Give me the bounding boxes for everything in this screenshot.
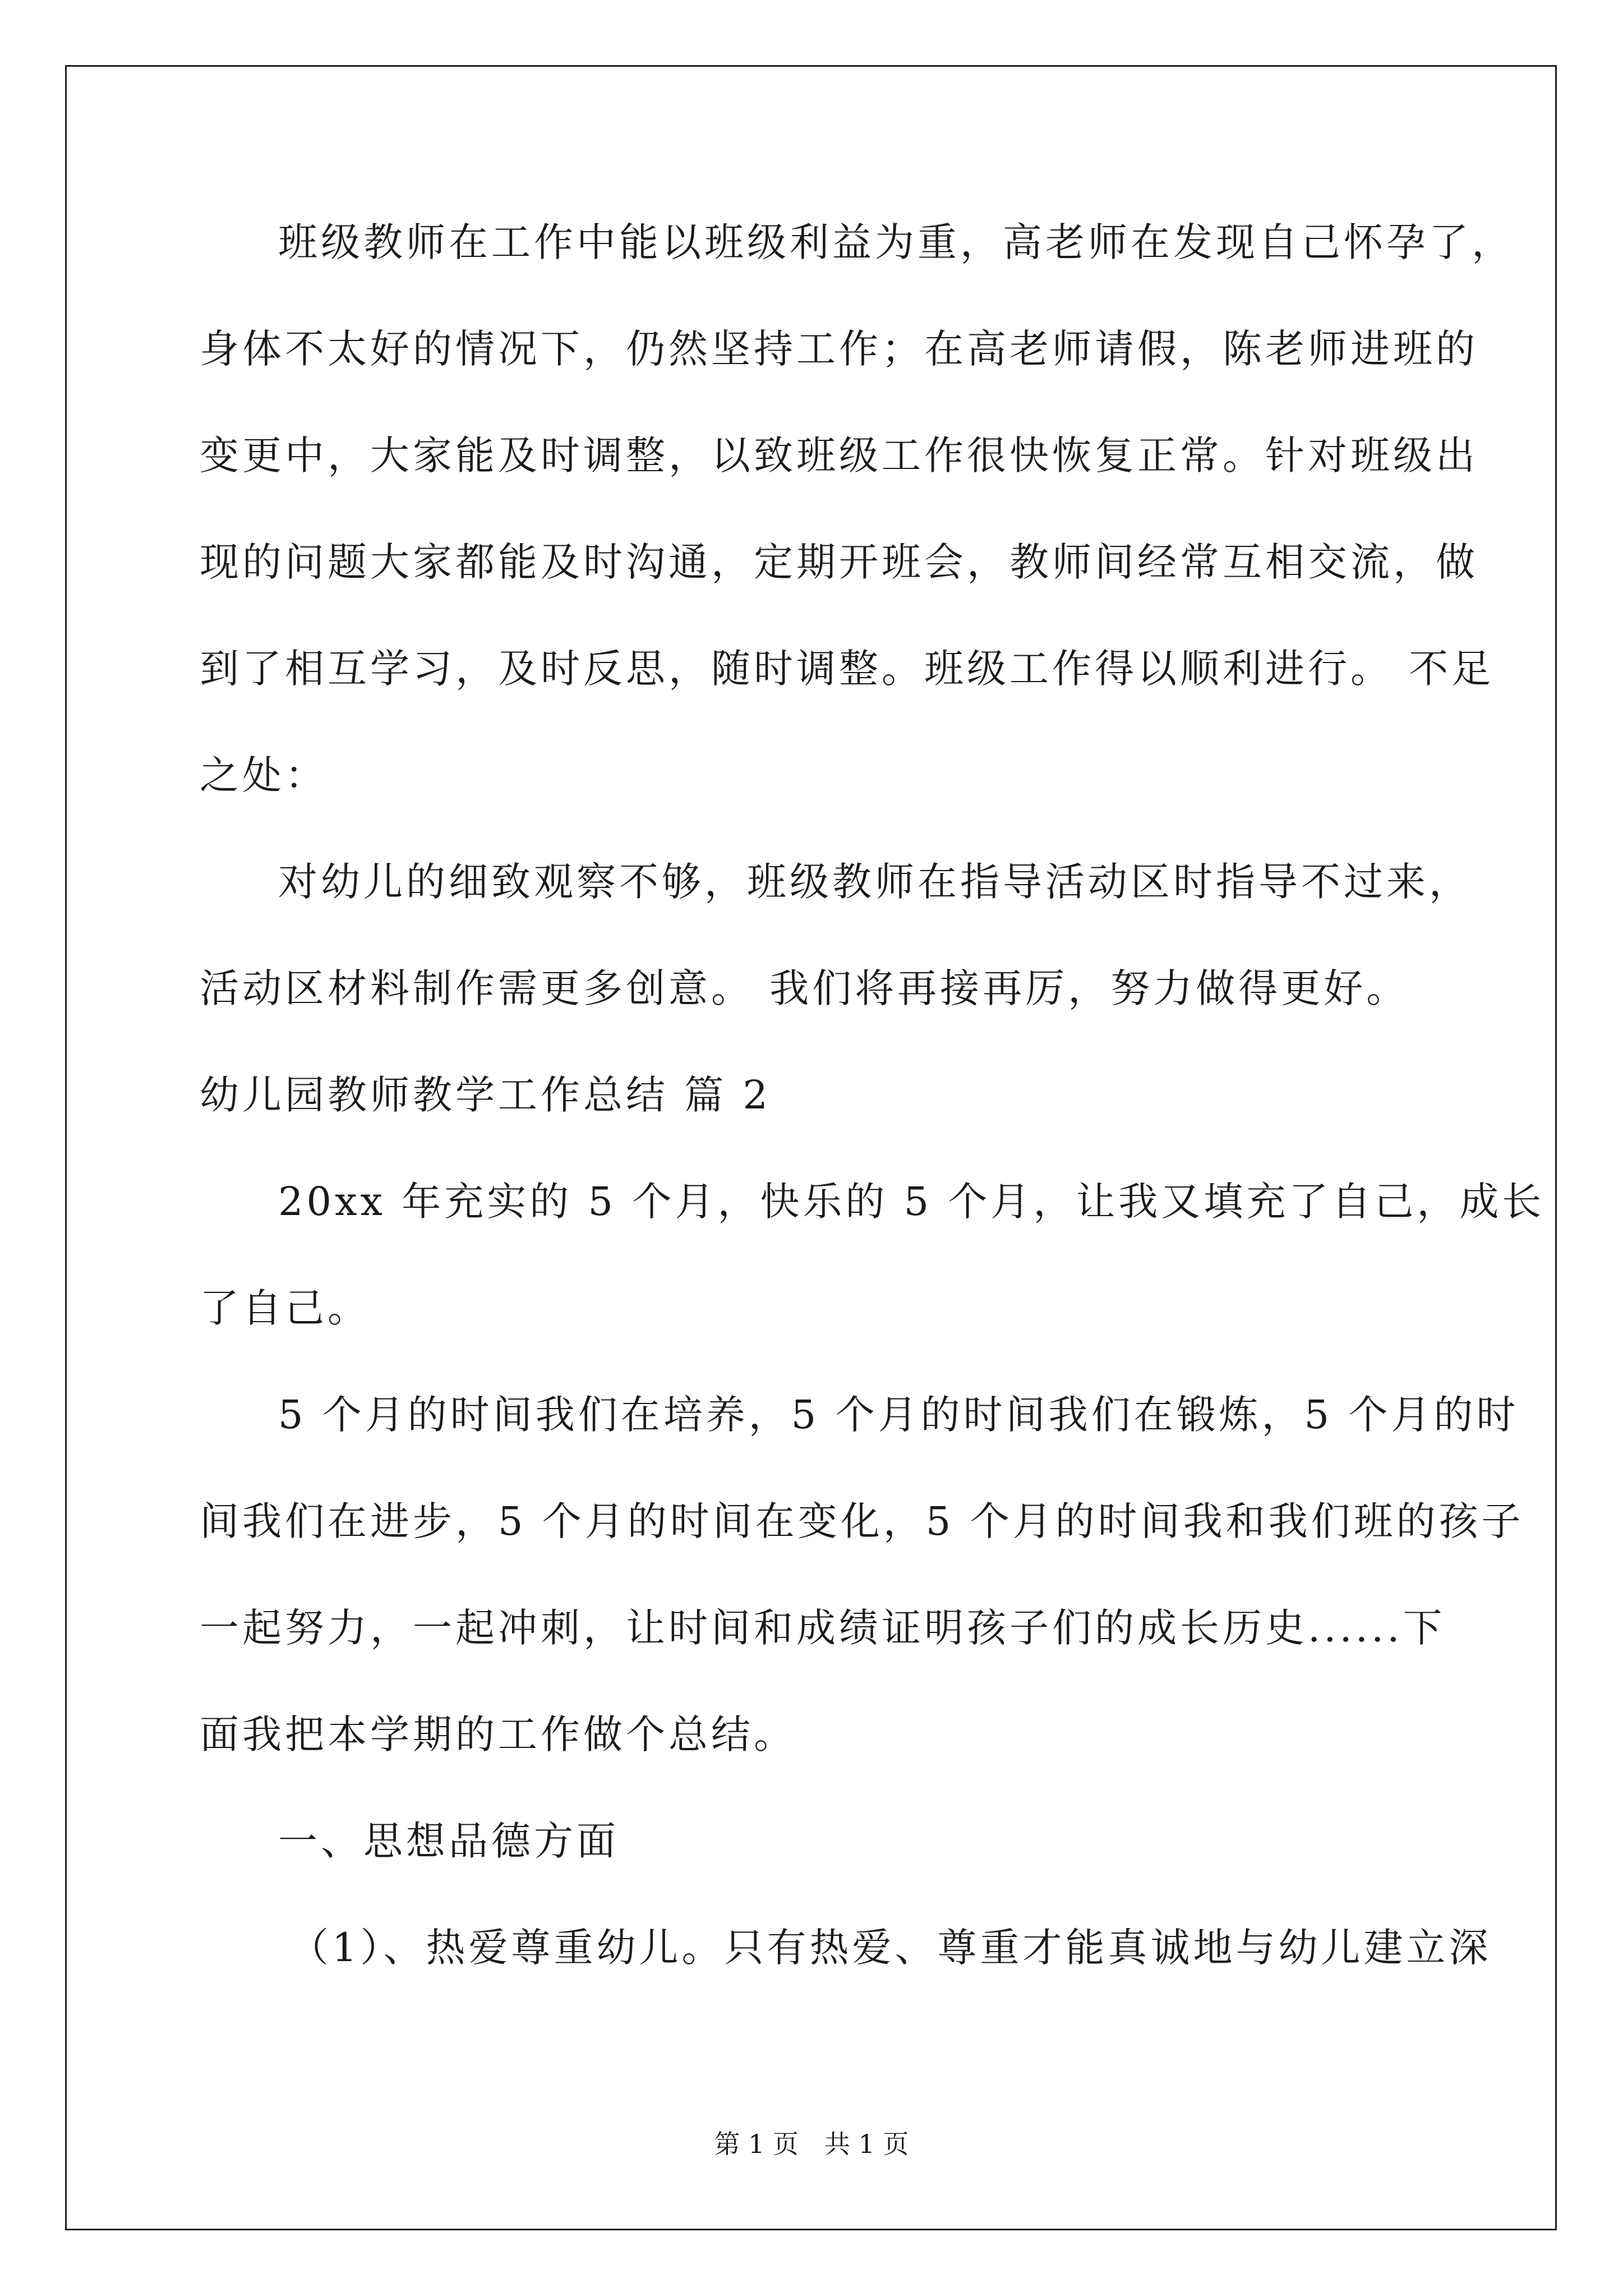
text-line: 间我们在进步，5 个月的时间在变化，5 个月的时间我和我们班的孩子: [200, 1498, 1524, 1544]
text-line: 班级教师在工作中能以班级利益为重，高老师在发现自己怀孕了，: [278, 219, 1514, 265]
text-line: 变更中，大家能及时调整，以致班级工作很快恢复正常。针对班级出: [200, 432, 1478, 478]
subsection-heading: 一、思想品德方面: [278, 1818, 619, 1864]
text-line: 活动区材料制作需更多创意。 我们将再接再厉，努力做得更好。: [200, 965, 1409, 1011]
section-heading: 幼儿园教师教学工作总结 篇 2: [200, 1072, 772, 1118]
text-line: 现的问题大家都能及时沟通，定期开班会，教师间经常互相交流，做: [200, 539, 1478, 585]
text-line: 对幼儿的细致观察不够，班级教师在指导活动区时指导不过来，: [278, 859, 1472, 905]
page-footer: 第 1 页 共 1 页: [714, 2129, 909, 2159]
text-line: 20xx 年充实的 5 个月，快乐的 5 个月，让我又填充了自己，成长: [278, 1179, 1545, 1225]
text-line: 面我把本学期的工作做个总结。: [200, 1711, 796, 1757]
text-line: 5 个月的时间我们在培养，5 个月的时间我们在锻炼，5 个月的时: [278, 1392, 1519, 1438]
text-line: 身体不太好的情况下，仍然坚持工作；在高老师请假，陈老师进班的: [200, 326, 1478, 372]
page-border: [65, 65, 1557, 2230]
text-line: 一起努力，一起冲刺，让时间和成绩证明孩子们的成长历史......下: [200, 1605, 1446, 1651]
text-line: 到了相互学习，及时反思，随时调整。班级工作得以顺利进行。 不足: [200, 646, 1495, 692]
text-line: 了自己。: [200, 1285, 370, 1331]
text-line: 之处：: [200, 752, 328, 798]
text-line: （1）、热爱尊重幼儿。只有热爱、尊重才能真诚地与幼儿建立深: [289, 1925, 1492, 1971]
